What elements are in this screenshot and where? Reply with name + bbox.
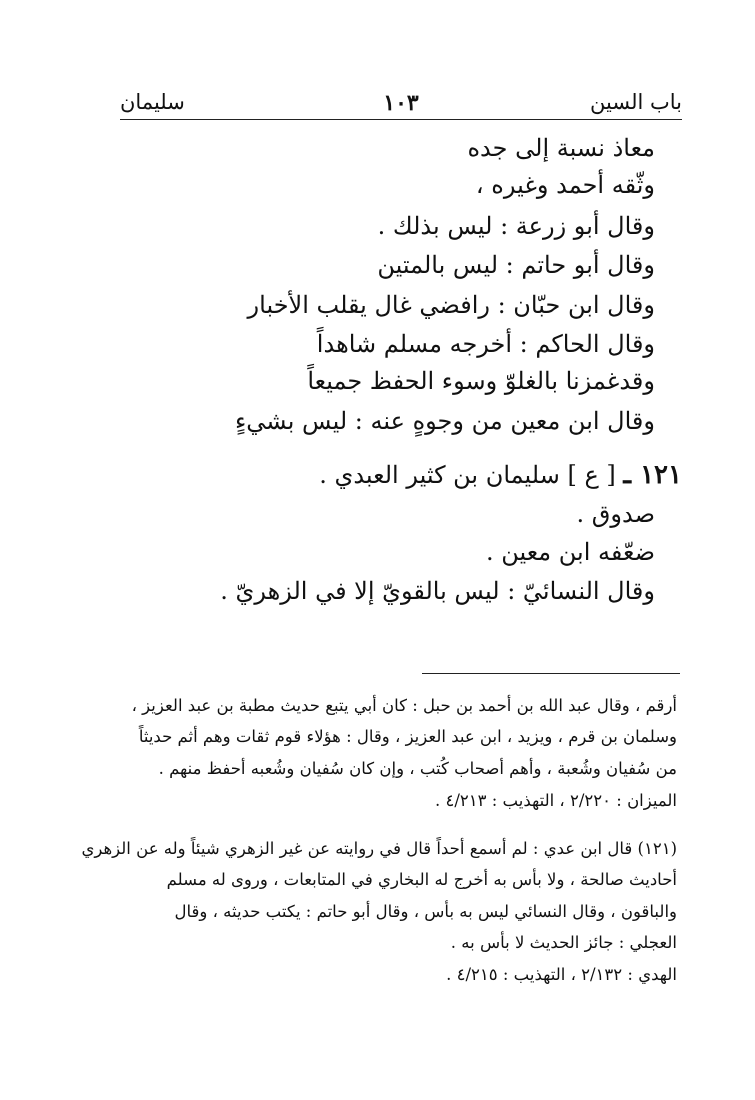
footnote-1-line-3: من سُفيان وشُعبة ، وأهم أصحاب كُتب ، وإن كان سُفيان وشُعبه أحفظ منهم . [158, 759, 677, 778]
footnote-2-line-1: (١٢١) قال ابن عدي : لم أسمع أحداً قال في روايته عن غير الزهري شيئاً وله عن الزهري [81, 839, 677, 858]
header-page-number: ١٠٣ [383, 90, 419, 116]
header-rule [120, 119, 682, 120]
footnote-1-line-4: الميزان : ٢/٢٢٠ ، التهذيب : ٤/٢١٣ . [434, 791, 677, 810]
prev-entry-line-2: وثّقه أحمد وغيره ، [475, 171, 655, 199]
prev-entry-line-6: وقال الحاكم : أخرجه مسلم شاهداً [316, 330, 655, 358]
prev-entry-line-1: معاذ نسبة إلى جده [467, 134, 655, 162]
entry-121-line-2: ضعّفه ابن معين . [485, 538, 655, 566]
footnote-1-line-2: وسلمان بن قرم ، ويزيد ، ابن عبد العزيز ، وقال : هؤلاء قوم ثقات وهم أثم حديثاً [138, 727, 677, 746]
entry-code: [ ع ] [567, 461, 616, 489]
prev-entry-line-4: وقال أبو حاتم : ليس بالمتين [377, 251, 655, 279]
prev-entry-line-8: وقال ابن معين من وجوهٍ عنه : ليس بشيءٍ [235, 407, 655, 435]
entry-name: سليمان بن كثير العبدي . [319, 461, 560, 489]
footnote-2-line-2: أحاديث صالحة ، ولا بأس به أخرج له البخاري في المتابعات ، وروى له مسلم [166, 870, 677, 889]
entry-number: ١٢١ ـ [623, 460, 682, 490]
footnote-rule [422, 673, 680, 674]
entry-121-line-3: وقال النسائيّ : ليس بالقويّ إلا في الزهريّ . [220, 577, 655, 605]
prev-entry-line-3: وقال أبو زرعة : ليس بذلك . [377, 212, 655, 240]
entry-121-line-1: صدوق . [576, 500, 655, 528]
header-entry-name: سليمان [120, 90, 185, 114]
footnote-1-line-1: أرقم ، وقال عبد الله بن أحمد بن حبل : كان أبي يتبع حديث مطبة بن عبد العزيز ، [131, 696, 677, 715]
footnote-2-line-3: والباقون ، وقال النسائي ليس به بأس ، وقال أبو حاتم : يكتب حديثه ، وقال [174, 902, 677, 921]
prev-entry-line-7: وقدغمزنا بالغلوّ وسوء الحفظ جميعاً [307, 367, 655, 395]
prev-entry-line-5: وقال ابن حبّان : رافضي غال يقلب الأخبار [247, 291, 655, 319]
footnote-2-line-4: العجلي : جائز الحديث لا بأس به . [450, 933, 677, 952]
entry-121-heading [319, 460, 682, 490]
header-chapter: باب السين [590, 90, 682, 114]
running-header [120, 86, 682, 120]
footnote-2-line-5: الهدي : ٢/١٣٢ ، التهذيب : ٤/٢١٥ . [446, 965, 677, 984]
